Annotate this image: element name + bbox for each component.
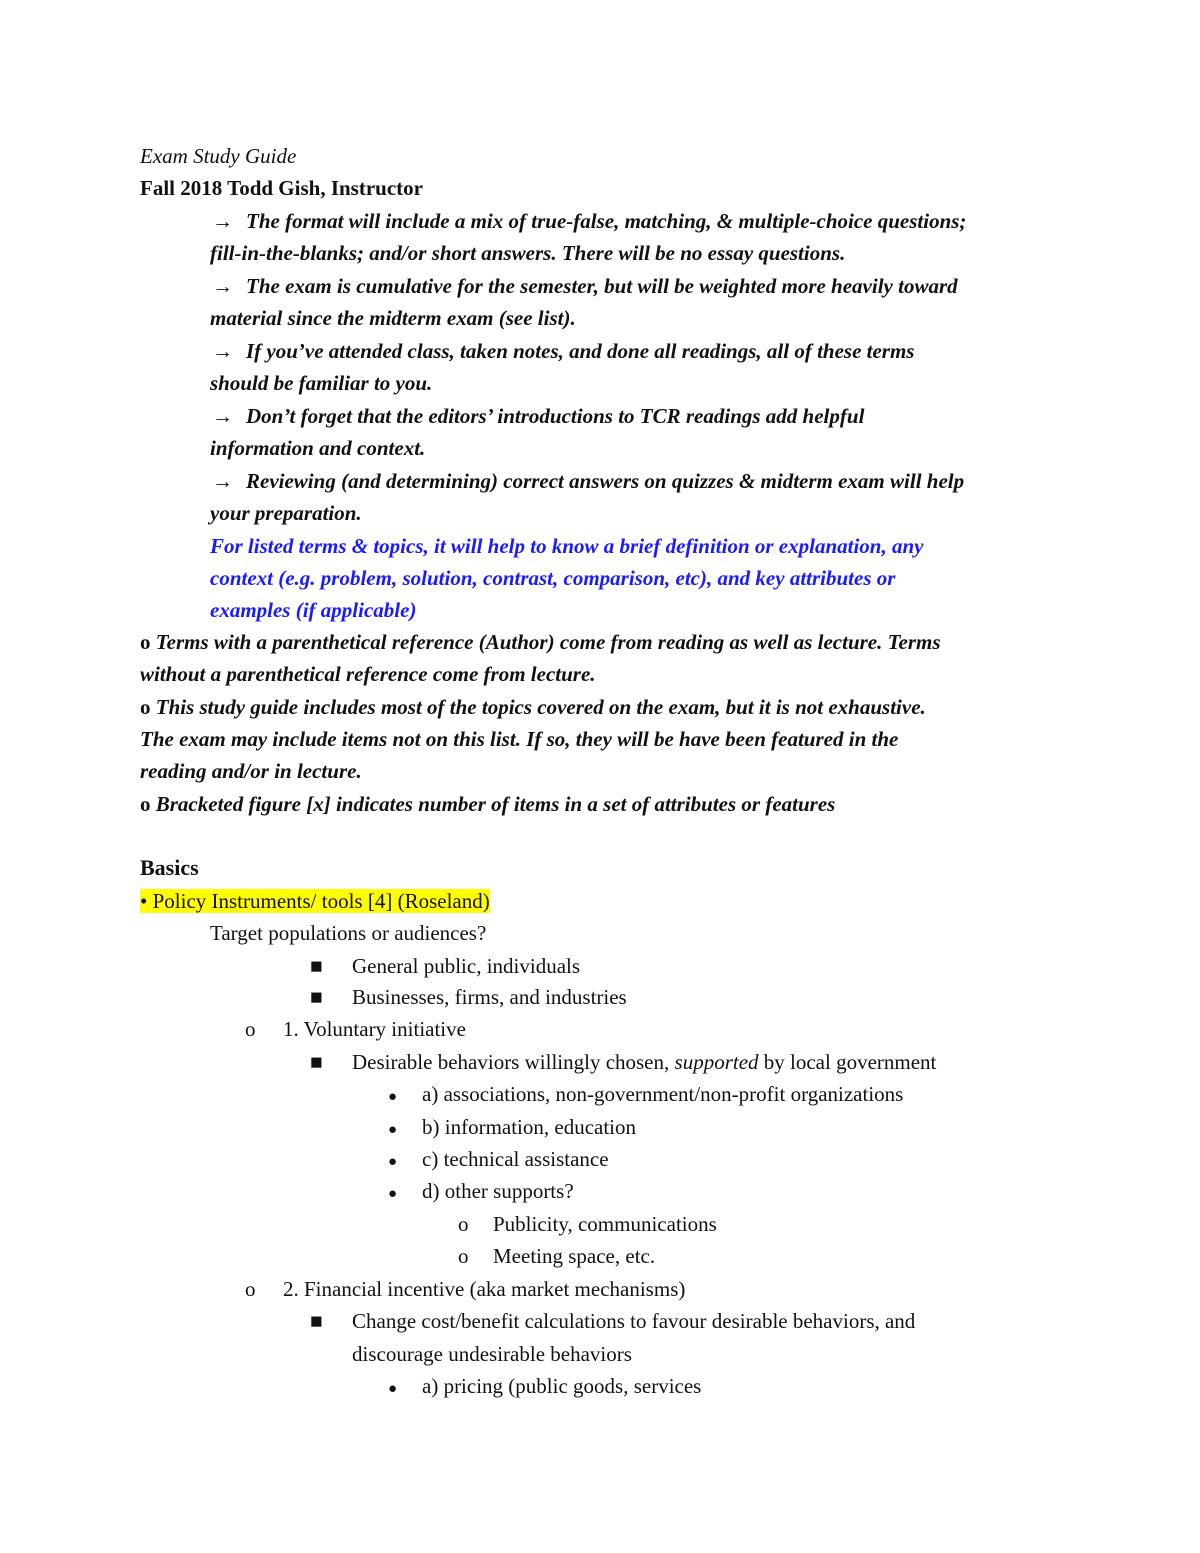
instrument-1-desc: ■ Desirable behaviors willingly chosen, supported by local government — [310, 1046, 936, 1078]
topic-policy-instruments — [140, 885, 490, 917]
instrument-1-item: ● a) associations, non-government/non-profit organizations — [388, 1078, 903, 1110]
note-3-line-1: → If you’ve attended class, taken notes, and done all readings, all of these terms — [212, 335, 914, 367]
instrument-2-desc-line-2: discourage undesirable behaviors — [352, 1342, 632, 1366]
instrument-1-item: ● c) technical assistance — [388, 1143, 609, 1175]
blue-note-line-3: examples (if applicable) — [210, 598, 417, 622]
instrument-1-label: o 1. Voluntary initiative — [245, 1013, 466, 1045]
audience-item: ■ General public, individuals — [310, 950, 580, 982]
circle-outline-icon: o — [458, 1244, 469, 1268]
blue-note-line-2: context (e.g. problem, solution, contrast, comparison, etc), and key attributes or — [210, 566, 896, 590]
instrument-2-item: ● a) pricing (public goods, services — [388, 1370, 701, 1402]
instrument-1-item: ● d) other supports? — [388, 1175, 574, 1207]
highlighted-topic: • Policy Instruments/ tools [4] (Roseland) — [140, 889, 490, 913]
filled-bullet-icon: ● — [388, 1089, 398, 1105]
note-1-line-2: fill-in-the-blanks; and/or short answers. There will be no essay questions. — [210, 241, 846, 265]
circle-outline-icon: o — [245, 1277, 256, 1301]
bullet-2-line-1: o This study guide includes most of the topics covered on the exam, but it is not exhaustive. — [140, 691, 926, 723]
bullet-3-line-1: o Bracketed figure [x] indicates number of items in a set of attributes or features — [140, 788, 835, 820]
instrument-2-desc-line-1: ■ Change cost/benefit calculations to favour desirable behaviors, and — [310, 1305, 915, 1337]
hollow-bullet-icon: o — [140, 630, 151, 654]
bullet-2-line-2: The exam may include items not on this list. If so, they will be have been featured in the — [140, 727, 899, 751]
note-1-line-1: → The format will include a mix of true-false, matching, & multiple-choice questions; — [212, 205, 966, 237]
circle-outline-icon: o — [458, 1212, 469, 1236]
filled-bullet-icon: ● — [388, 1381, 398, 1397]
doc-title: Exam Study Guide — [140, 144, 297, 168]
square-bullet-icon: ■ — [310, 954, 323, 978]
square-bullet-icon: ■ — [310, 1309, 323, 1333]
note-4-line-2: information and context. — [210, 436, 426, 460]
square-bullet-icon: ■ — [310, 985, 323, 1009]
instrument-1-subitem: o Meeting space, etc. — [458, 1240, 655, 1272]
filled-bullet-icon: ● — [388, 1186, 398, 1202]
note-2-line-2: material since the midterm exam (see list). — [210, 306, 576, 330]
hollow-bullet-icon: o — [140, 695, 151, 719]
blue-note-line-1: For listed terms & topics, it will help to know a brief definition or explanation, any — [210, 534, 924, 558]
note-5-line-2: your preparation. — [210, 501, 362, 525]
bullet-1-line-1: o Terms with a parenthetical reference (Author) come from reading as well as lecture. Terms — [140, 626, 941, 658]
circle-outline-icon: o — [245, 1017, 256, 1041]
note-3-line-2: should be familiar to you. — [210, 371, 433, 395]
note-2-line-1: → The exam is cumulative for the semester, but will be weighted more heavily toward — [212, 270, 958, 302]
arrow-icon: → — [212, 339, 233, 363]
target-question: Target populations or audiences? — [210, 921, 487, 945]
section-heading-basics: Basics — [140, 855, 199, 880]
note-4-line-1: → Don’t forget that the editors’ introductions to TCR readings add helpful — [212, 400, 864, 432]
arrow-icon: → — [212, 404, 233, 428]
instrument-1-subitem: o Publicity, communications — [458, 1208, 717, 1240]
bullet-2-line-3: reading and/or in lecture. — [140, 759, 362, 783]
instrument-2-label: o 2. Financial incentive (aka market mechanisms) — [245, 1273, 685, 1305]
arrow-icon: → — [212, 274, 233, 298]
filled-bullet-icon: ● — [388, 1154, 398, 1170]
bullet-1-line-2: without a parenthetical reference come from lecture. — [140, 662, 596, 686]
note-5-line-1: → Reviewing (and determining) correct answers on quizzes & midterm exam will help — [212, 465, 964, 497]
arrow-icon: → — [212, 209, 233, 233]
instrument-1-item: ● b) information, education — [388, 1111, 636, 1143]
doc-subtitle: Fall 2018 Todd Gish, Instructor — [140, 176, 423, 200]
square-bullet-icon: ■ — [310, 1050, 323, 1074]
arrow-icon: → — [212, 469, 233, 493]
filled-bullet-icon: ● — [388, 1122, 398, 1138]
audience-item: ■ Businesses, firms, and industries — [310, 981, 627, 1013]
hollow-bullet-icon: o — [140, 792, 151, 816]
